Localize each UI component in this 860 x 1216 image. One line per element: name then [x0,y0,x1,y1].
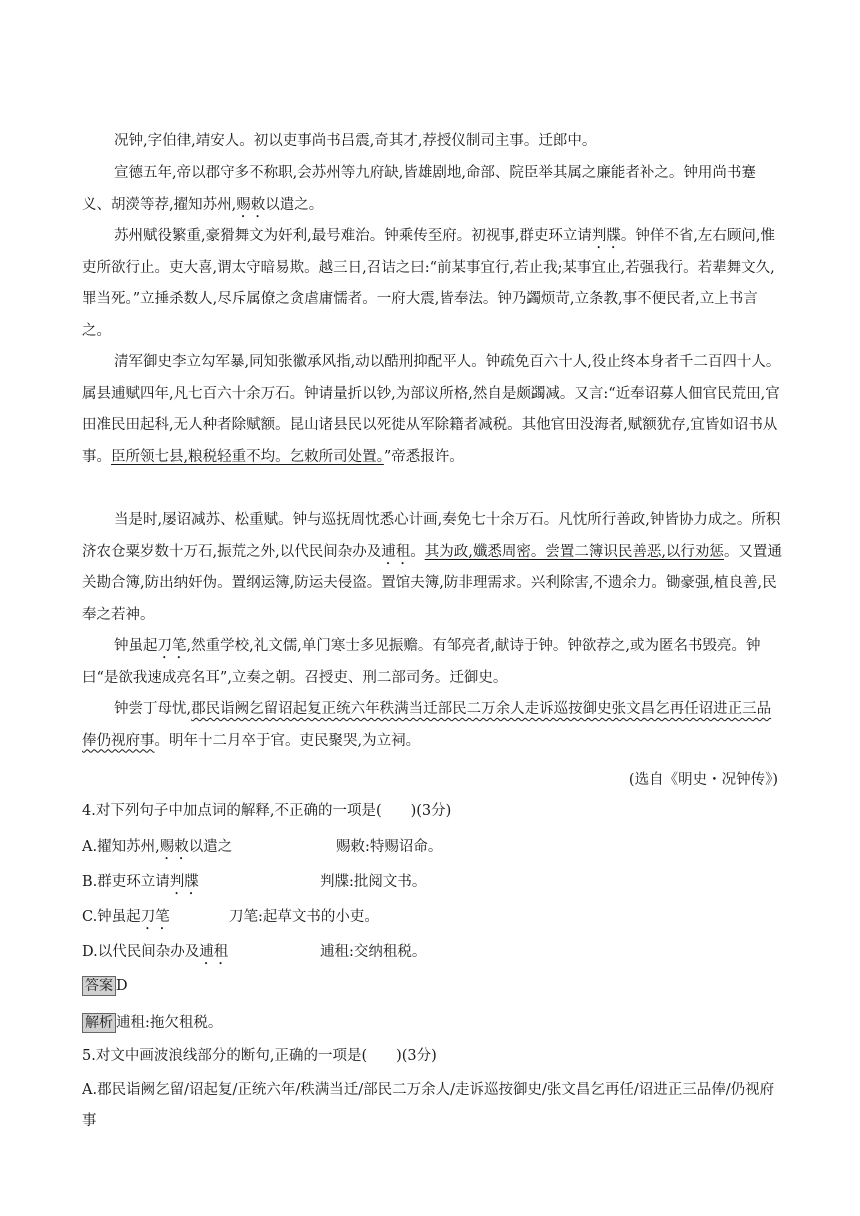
paragraph-text: 清军御史李立勾军暴,同知张徽承风指,动以酷刑抑配平人。钟疏免百六十人,役止终本身者千二百四十人。属县逋赋四年,凡七百六十余万石。钟请量折以钞,为部议所格,然自是颇蠲减。又言:“近奉诏募人佃官民荒田,官田准民田起科,无人种者除赋额。昆山诸县民以死徙从军除籍者减税。其他官田没海者,赋额犹存,宜皆如诏书从事。 [82,354,781,465]
q4-option-a[interactable] [82,835,232,863]
answer-value: D [116,978,128,994]
paragraph-text: 钟虽起 [114,638,158,654]
paragraph-text: ”帝悉报许。 [383,448,464,465]
wavy-underlined-sentence: 郡民诣阙乞留诏起复正统六年秩满当迁部民二万余人走诉巡按御史张文昌乞再任诏进正三品俸仍视府事 [82,701,772,749]
question-5-stem: 5.对文中画波浪线部分的断句,正确的一项是( )(3分) [82,1048,437,1064]
q4-answer [82,975,782,997]
dotted-word: 判牒 [169,874,199,890]
dotted-word: 逋租 [381,543,411,560]
dotted-word: 赐敕 [236,196,266,213]
dotted-word: 刀笔 [157,638,187,654]
q5-option-a[interactable]: A.郡民诣阙乞留/诏起复/正统六年/秩满当迁/部民二万余人/走诉巡按御史/张文昌乞再任/诏进正三品俸/仍视府事 [82,1082,775,1129]
q4-analysis [82,1012,782,1034]
paragraph-6 [82,631,782,694]
paragraph-7 [82,694,782,757]
option-text: A.擢知苏州, [82,839,160,855]
paragraph-1 [82,126,782,158]
option-text: C.钟虽起 [82,909,141,925]
q4-option-a-gloss: 赐敕:特赐诏命。 [336,839,443,855]
underlined-sentence: 臣所领七县,粮税轻重不均。乞敕所司处置。 [111,448,384,465]
question-4-stem: 4.对下列句子中加点词的解释,不正确的一项是( )(3分) [82,803,452,819]
q4-option-d[interactable] [82,940,228,968]
analysis-tag: 解析 [82,1013,116,1033]
paragraph-text: 。又置通关勘合簿,防出纳奸伪。置纲运簿,防运夫侵盗。置馆夫簿,防非理需求。兴利除害,不遗余力。锄豪强,植良善,民奉之若神。 [82,543,782,623]
q4-option-b[interactable] [82,870,199,898]
paragraph-2 [82,158,782,221]
q4-option-d-gloss: 逋租:交纳租税。 [320,944,427,960]
paragraph-text: 以遣之。 [265,196,324,213]
source-citation: (选自《明史・况钟传》) [628,772,778,788]
paragraph-text: 。 [410,543,425,560]
dotted-word: 刀笔 [140,909,170,925]
paragraph-text: 钟尝丁母忧, [114,701,192,717]
paragraph-5 [82,505,782,631]
paragraph-text: 。明年十二月卒于官。吏民聚哭,为立祠。 [154,732,421,749]
q4-option-c-gloss: 刀笔:起草文书的小吏。 [229,909,379,925]
paragraph-text: 况钟,字伯律,靖安人。初以吏事尚书吕震,奇其才,荐授仪制司主事。迁郎中。 [114,133,597,149]
paragraph-4 [82,347,782,473]
paragraph-text: ,然重学校,礼文儒,单门寒士多见振赡。有邹亮者,献诗于钟。钟欲荐之,或为匿名书毁亮。钟曰“是欲我速成亮名耳”,立奏之朝。召授吏、刑二部司务。迁御史。 [82,638,761,686]
dotted-word: 赐敕 [159,839,189,855]
q4-option-c[interactable] [82,905,170,933]
paragraph-text: 。钟佯不省,左右顾问,惟吏所欲行止。吏大喜,谓太守暗易欺。越三日,召诘之曰:“前某事宜行,若止我;某事宜止,若强我行。若辈舞文久,罪当死。”立捶杀数人,尽斥属僚之贪虐庸懦者。一府大震,皆奉法。钟乃蠲烦苛,立条教,事不便民者,立上书言之。 [82,228,776,339]
option-text: 以遣之 [188,839,233,855]
paragraph-text: 当是时,屡诏减苏、松重赋。钟与巡抚周忱悉心计画,奏免七十余万石。凡忱所行善政,钟皆协力成之。所积济农仓粟岁数十万石,振荒之外,以代民间杂办及 [82,512,781,560]
option-text: D.以代民间杂办及 [82,944,200,960]
q4-option-b-gloss: 判牒:批阅文书。 [320,874,427,890]
paragraph-text: 宣德五年,帝以郡守多不称职,会苏州等九府缺,皆雄剧地,命部、院臣举其属之廉能者补之。钟用尚书蹇义、胡濙等荐,擢知苏州, [82,165,756,213]
paragraph-3 [82,221,782,347]
analysis-text: 逋租:拖欠租税。 [116,1015,223,1031]
dotted-word: 判牒 [591,228,621,244]
paragraph-text: 苏州赋役繁重,豪猾舞文为奸利,最号难治。钟乘传至府。初视事,群吏环立请 [114,228,592,244]
dotted-word: 逋租 [199,944,229,960]
underlined-sentence: 其为政,孅悉周密。尝置二簿识民善恶,以行劝惩 [424,543,724,560]
option-text: B.群吏环立请 [82,874,170,890]
answer-tag: 答案 [82,976,116,996]
